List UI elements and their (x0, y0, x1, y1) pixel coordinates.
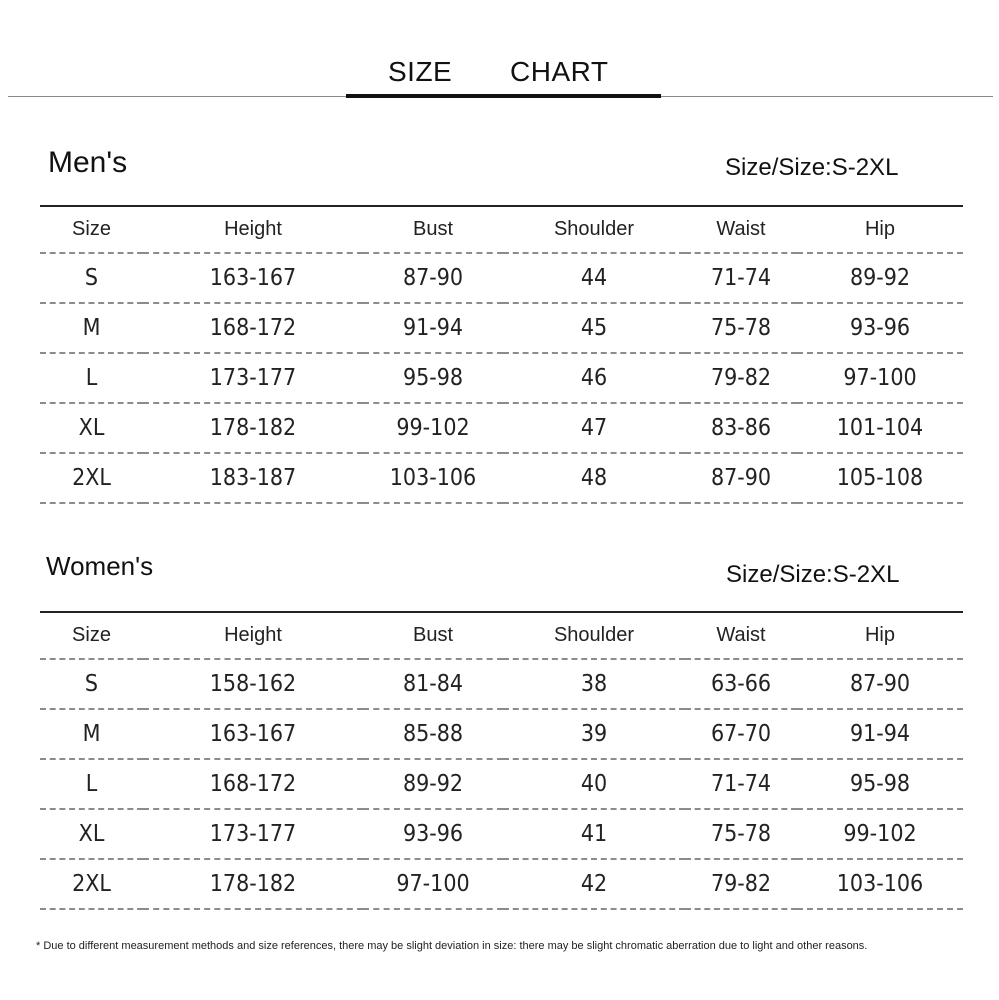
cell-height: 183-187 (143, 453, 363, 503)
cell-bust: 81-84 (363, 659, 503, 709)
cell-hip: 105-108 (797, 453, 963, 503)
cell-bust: 85-88 (363, 709, 503, 759)
table-row (40, 709, 963, 759)
cell-size: L (40, 353, 143, 403)
cell-shoulder: 41 (503, 809, 685, 859)
col-header-height: Height (143, 206, 363, 253)
cell-bust: 99-102 (363, 403, 503, 453)
cell-waist: 67-70 (685, 709, 797, 759)
title-chart-word: CHART (510, 56, 609, 87)
cell-height: 173-177 (143, 809, 363, 859)
womens-size-table (40, 612, 963, 910)
cell-shoulder: 46 (503, 353, 685, 403)
col-header-hip: Hip (797, 612, 963, 659)
cell-size: XL (40, 403, 143, 453)
cell-hip: 93-96 (797, 303, 963, 353)
cell-hip: 87-90 (797, 659, 963, 709)
cell-hip: 91-94 (797, 709, 963, 759)
col-header-shoulder: Shoulder (503, 612, 685, 659)
mens-size-table (40, 206, 963, 504)
cell-shoulder: 39 (503, 709, 685, 759)
cell-waist: 75-78 (685, 303, 797, 353)
cell-bust: 95-98 (363, 353, 503, 403)
cell-bust: 89-92 (363, 759, 503, 809)
cell-hip: 101-104 (797, 403, 963, 453)
col-header-shoulder: Shoulder (503, 206, 685, 253)
womens-header-row (40, 612, 963, 659)
col-header-waist: Waist (685, 206, 797, 253)
cell-hip: 103-106 (797, 859, 963, 909)
cell-waist: 71-74 (685, 253, 797, 303)
cell-height: 173-177 (143, 353, 363, 403)
cell-waist: 75-78 (685, 809, 797, 859)
cell-bust: 103-106 (363, 453, 503, 503)
cell-bust: 93-96 (363, 809, 503, 859)
cell-size: 2XL (40, 859, 143, 909)
cell-shoulder: 42 (503, 859, 685, 909)
cell-shoulder: 44 (503, 253, 685, 303)
cell-waist: 87-90 (685, 453, 797, 503)
mens-header-row (40, 206, 963, 253)
cell-size: S (40, 253, 143, 303)
cell-waist: 63-66 (685, 659, 797, 709)
cell-waist: 71-74 (685, 759, 797, 809)
cell-waist: 83-86 (685, 403, 797, 453)
cell-shoulder: 48 (503, 453, 685, 503)
mens-title: Men's (48, 146, 128, 179)
table-row (40, 453, 963, 503)
table-row (40, 809, 963, 859)
cell-bust: 91-94 (363, 303, 503, 353)
col-header-size: Size (40, 206, 143, 253)
cell-shoulder: 47 (503, 403, 685, 453)
col-header-waist: Waist (685, 612, 797, 659)
cell-shoulder: 40 (503, 759, 685, 809)
col-header-bust: Bust (363, 206, 503, 253)
cell-bust: 97-100 (363, 859, 503, 909)
cell-height: 163-167 (143, 709, 363, 759)
header-underline-bar (346, 94, 661, 98)
cell-shoulder: 45 (503, 303, 685, 353)
cell-waist: 79-82 (685, 859, 797, 909)
cell-height: 163-167 (143, 253, 363, 303)
cell-bust: 87-90 (363, 253, 503, 303)
cell-height: 178-182 (143, 403, 363, 453)
table-row (40, 303, 963, 353)
measurement-footnote: * Due to different measurement methods and size references, there may be slight deviation in size: there may be slight chromatic aberration due to light and other reasons. (36, 940, 868, 952)
cell-size: M (40, 709, 143, 759)
mens-size-range: Size/Size:S-2XL (725, 154, 899, 181)
col-header-hip: Hip (797, 206, 963, 253)
cell-size: XL (40, 809, 143, 859)
cell-hip: 99-102 (797, 809, 963, 859)
womens-size-range: Size/Size:S-2XL (726, 561, 900, 588)
cell-height: 158-162 (143, 659, 363, 709)
cell-shoulder: 38 (503, 659, 685, 709)
col-header-height: Height (143, 612, 363, 659)
cell-hip: 97-100 (797, 353, 963, 403)
col-header-size: Size (40, 612, 143, 659)
cell-size: L (40, 759, 143, 809)
cell-size: 2XL (40, 453, 143, 503)
cell-size: M (40, 303, 143, 353)
cell-height: 178-182 (143, 859, 363, 909)
womens-title: Women's (46, 551, 154, 581)
table-row (40, 253, 963, 303)
cell-height: 168-172 (143, 759, 363, 809)
table-row (40, 403, 963, 453)
table-row (40, 759, 963, 809)
cell-waist: 79-82 (685, 353, 797, 403)
cell-hip: 89-92 (797, 253, 963, 303)
table-row (40, 353, 963, 403)
table-row (40, 859, 963, 909)
col-header-bust: Bust (363, 612, 503, 659)
title-size-word: SIZE (388, 56, 453, 87)
cell-height: 168-172 (143, 303, 363, 353)
table-row (40, 659, 963, 709)
cell-size: S (40, 659, 143, 709)
cell-hip: 95-98 (797, 759, 963, 809)
